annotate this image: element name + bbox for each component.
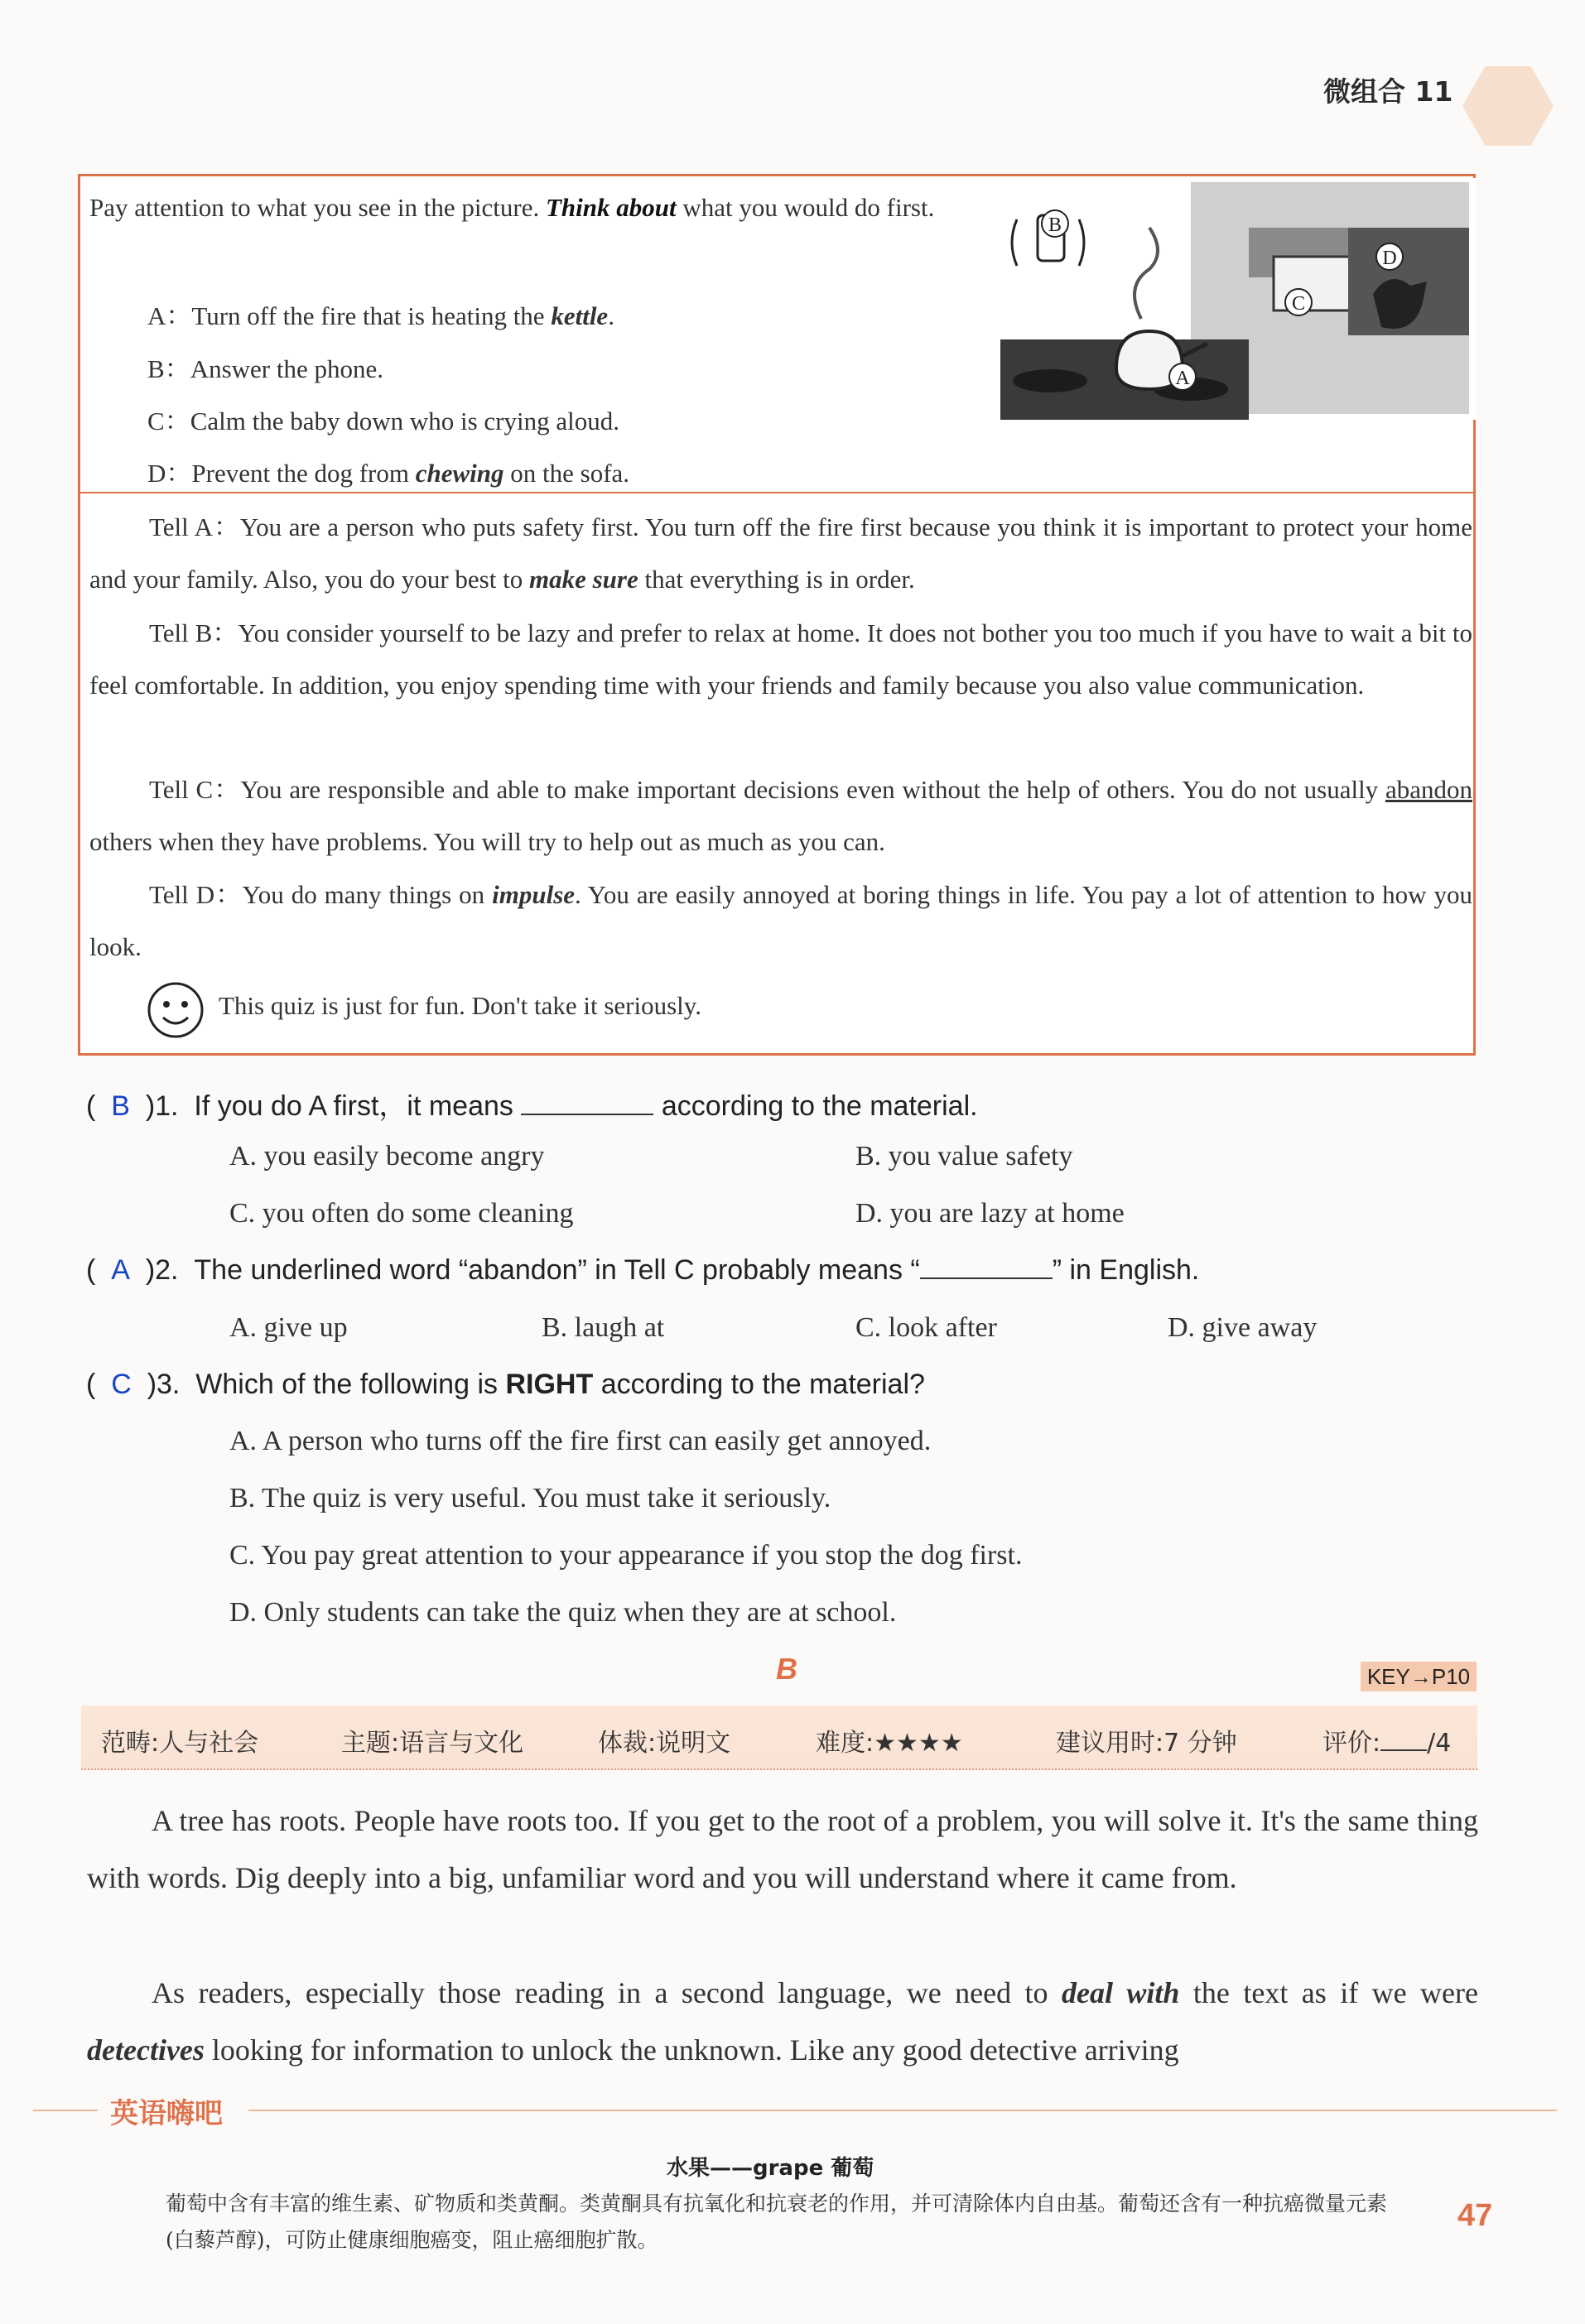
footer-body: 葡萄中含有丰富的维生素、矿物质和类黄酮。类黄酮具有抗氧化和抗衰老的作用，并可清除体内自由基。葡萄还含有一种抗癌微量元素(白藜芦醇)，可防止健康细胞癌变，阻止癌细胞扩散。	[166, 2192, 1388, 2252]
q3-choice-c: C. You pay great attention to your appearance if you stop the dog first.	[229, 1540, 1023, 1571]
q1-choice-a: A. you easily become angry	[229, 1141, 545, 1172]
info-genre: 体裁:说明文	[598, 1729, 731, 1758]
q2-choice-a: A. give up	[229, 1312, 348, 1343]
question-2: ( A )2. The underlined word “abandon” in Tell C probably means “ ” in English.	[86, 1254, 1200, 1286]
passage-info-bar	[81, 1706, 1477, 1770]
q3-choice-b: B. The quiz is very useful. You must take it seriously.	[229, 1483, 831, 1513]
tell-a: Tell A：You are a person who puts safety first. You turn off the fire first because you think it is important to protect your home and your family. Also, you do your best to make sure that everything is in order.	[89, 512, 1472, 594]
answer-3: C	[111, 1369, 132, 1400]
footer-title: 水果——grape 葡萄	[667, 2156, 874, 2181]
passage-paragraph-2: As readers, especially those reading in a second language, we need to deal with the text as if we were detectives looking for information to unlock the unknown. Like any good detective arriving	[87, 1976, 1478, 2067]
tell-b: Tell B：You consider yourself to be lazy and prefer to relax at home. It does not bother you too much if you have to wait a bit to feel comfortable. In addition, you enjoy spending time with your friends and family because you also value communication.	[89, 618, 1472, 700]
quiz-illustration	[1000, 178, 1476, 420]
intro-emphasis: Think about	[545, 193, 677, 222]
quiz-option-a: A：Turn off the fire that is heating the kettle.	[147, 301, 614, 330]
q1-choice-b: B. you value safety	[855, 1141, 1073, 1172]
answer-blank	[521, 1092, 653, 1115]
quiz-option-d: D：Prevent the dog from chewing on the sofa.	[147, 459, 630, 488]
footer-line-right	[248, 2110, 1557, 2111]
picture-label-b: B	[1048, 214, 1062, 236]
tell-d: Tell D：You do many things on impulse. You are easily annoyed at boring things in life. You pay a lot of attention to how you look.	[89, 880, 1473, 961]
question-1: ( B )1. If you do A first，it means according to the material.	[86, 1090, 978, 1122]
quiz-option-b: B：Answer the phone.	[147, 354, 383, 383]
q2-choice-d: D. give away	[1168, 1312, 1318, 1343]
info-theme: 主题:语言与文化	[341, 1729, 524, 1758]
info-eval: 评价: /4	[1322, 1729, 1452, 1758]
q3-choice-a: A. A person who turns off the fire first can easily get annoyed.	[229, 1426, 932, 1456]
page-number: 47	[1457, 2198, 1493, 2233]
picture-label-d: D	[1382, 248, 1397, 269]
footer-line-left	[33, 2110, 98, 2111]
info-scope: 范畴:人与社会	[101, 1729, 259, 1758]
section-b-label: B	[776, 1652, 797, 1686]
key-reference: KEY→P10	[1361, 1662, 1477, 1691]
picture-label-a: A	[1175, 368, 1190, 389]
answer-blank	[920, 1256, 1053, 1279]
q1-choice-c: C. you often do some cleaning	[229, 1198, 574, 1229]
fun-note: This quiz is just for fun. Don't take it seriously.	[219, 991, 702, 1020]
q2-choice-c: C. look after	[855, 1312, 997, 1343]
quiz-option-c: C：Calm the baby down who is crying aloud.	[147, 407, 619, 435]
q1-choice-d: D. you are lazy at home	[855, 1198, 1125, 1229]
intro-text-1: Pay attention to what you see in the picture.	[89, 193, 540, 222]
box-divider	[80, 492, 1473, 493]
underlined-word-abandon: abandon	[1385, 775, 1472, 804]
info-difficulty: 难度:★★★★	[816, 1729, 963, 1758]
question-3: ( C )3. Which of the following is RIGHT according to the material?	[86, 1369, 925, 1400]
answer-1: B	[111, 1090, 130, 1122]
info-time: 建议用时:7 分钟	[1056, 1729, 1237, 1758]
quiz-intro	[89, 182, 992, 233]
smiley-icon	[147, 981, 205, 1039]
footer-tag: 英语嗨吧	[110, 2097, 223, 2130]
passage-paragraph-1: A tree has roots. People have roots too. If you get to the root of a problem, you will solve it. It's the same thing with words. Dig deeply into a big, unfamiliar word and you will understand where it came from.	[87, 1804, 1478, 1894]
tell-c: Tell C：You are responsible and able to make important decisions even without the help of others. You do not usually abandon others when they have problems. You will try to help out as much as you can.	[89, 775, 1472, 856]
group-label: 微组合 11	[1323, 75, 1453, 108]
picture-label-c: C	[1291, 293, 1306, 315]
header-hexagon-decoration	[1462, 66, 1554, 146]
intro-text-2: what you would do first.	[682, 193, 935, 222]
answer-2: A	[111, 1254, 130, 1286]
q2-choice-b: B. laugh at	[542, 1312, 665, 1343]
q3-choice-d: D. Only students can take the quiz when they are at school.	[229, 1597, 897, 1628]
